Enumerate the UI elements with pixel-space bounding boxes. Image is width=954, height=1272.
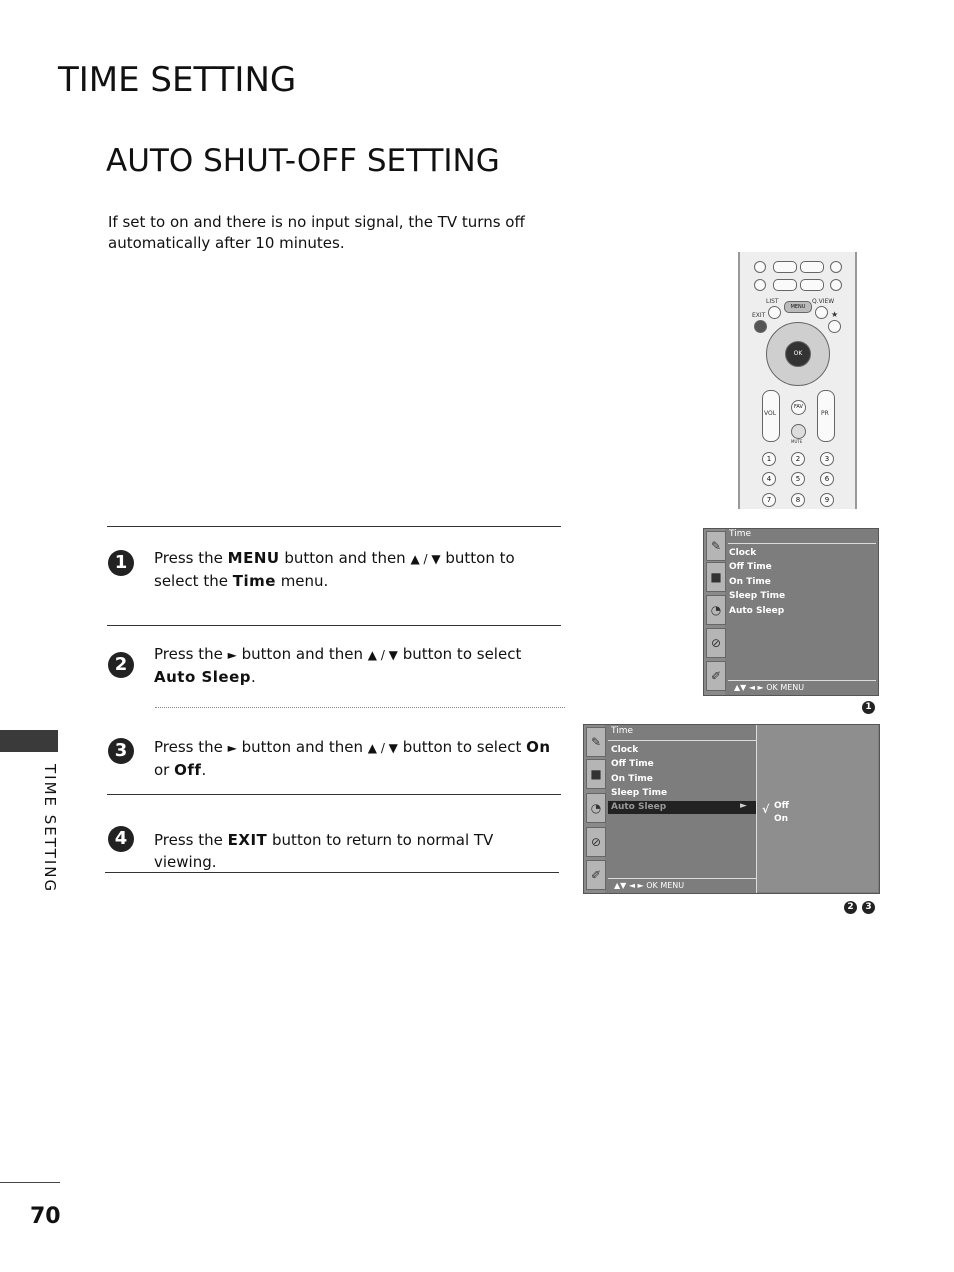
settings-icon: ✐ bbox=[706, 661, 726, 691]
osd-title: Time bbox=[611, 726, 634, 736]
osd-time-menu-2 bbox=[583, 724, 880, 894]
osd-item: Sleep Time bbox=[611, 788, 668, 798]
digit-button: 3 bbox=[820, 452, 834, 466]
section-title: AUTO SHUT-OFF SETTING bbox=[106, 143, 500, 179]
sidebar-tab bbox=[0, 730, 58, 752]
osd-title-rule bbox=[608, 740, 756, 741]
skip-forward-button bbox=[830, 279, 842, 291]
digit-button: 8 bbox=[791, 493, 805, 507]
step-number: 2 bbox=[108, 652, 134, 678]
step-2-text: Press the ► button and then ▲ / ▼ button to select Auto Sleep. bbox=[154, 645, 522, 686]
skip-back-button bbox=[754, 279, 766, 291]
osd-item: Auto Sleep bbox=[729, 606, 785, 616]
star-button bbox=[828, 320, 841, 333]
page-title: TIME SETTING bbox=[58, 60, 297, 100]
page-number: 70 bbox=[30, 1204, 61, 1229]
osd-footer-hint: ▲▼ ◄ ► OK MENU bbox=[734, 683, 805, 692]
footer-rule bbox=[0, 1182, 60, 1183]
lock-icon: ⊘ bbox=[586, 827, 606, 857]
menu-button: MENU bbox=[784, 301, 812, 313]
osd-footer-rule bbox=[608, 878, 756, 879]
pr-label: PR bbox=[821, 410, 829, 417]
digit-button: 4 bbox=[762, 472, 776, 486]
osd-item: Clock bbox=[729, 548, 757, 558]
qview-button bbox=[815, 306, 828, 319]
dotted-divider bbox=[155, 707, 565, 708]
osd-step-badge: 3 bbox=[862, 901, 875, 914]
osd-footer-hint: ▲▼ ◄ ► OK MENU bbox=[614, 881, 685, 890]
digit-button: 7 bbox=[762, 493, 776, 507]
step-4-text: Press the EXIT button to return to normal TV viewing. bbox=[154, 831, 494, 871]
osd-time-menu-1 bbox=[703, 528, 879, 696]
mute-label: MUTE bbox=[791, 439, 803, 444]
osd-selected-row bbox=[608, 801, 756, 814]
mute-button bbox=[791, 424, 806, 439]
fast-forward-button bbox=[800, 279, 824, 291]
ok-button: OK bbox=[785, 341, 811, 367]
osd-option: Off bbox=[774, 801, 789, 811]
exit-label: EXIT bbox=[752, 312, 766, 319]
digit-button: 2 bbox=[791, 452, 805, 466]
stop-button bbox=[754, 261, 766, 273]
osd-item: Sleep Time bbox=[729, 591, 786, 601]
remote-control-illustration bbox=[738, 252, 857, 509]
osd-step-badge: 2 bbox=[844, 901, 857, 914]
fav-button: FAV bbox=[791, 400, 806, 415]
submenu-arrow-icon: ► bbox=[740, 801, 747, 811]
rewind-button bbox=[773, 279, 797, 291]
intro-paragraph: If set to on and there is no input signal, the TV turns off automatically after 10 minutes. bbox=[108, 213, 525, 252]
list-button bbox=[768, 306, 781, 319]
osd-item-selected: Auto Sleep bbox=[611, 802, 667, 812]
step-3-text: Press the ► button and then ▲ / ▼ button to select On or Off. bbox=[154, 738, 551, 779]
osd-item: On Time bbox=[729, 577, 771, 587]
pause-button bbox=[800, 261, 824, 273]
osd-footer-rule bbox=[728, 680, 876, 681]
osd-title-rule bbox=[728, 543, 876, 544]
step-number: 3 bbox=[108, 738, 134, 764]
digit-button: 9 bbox=[820, 493, 834, 507]
osd-item: Clock bbox=[611, 745, 639, 755]
osd-item: On Time bbox=[611, 774, 653, 784]
step-number: 4 bbox=[108, 826, 134, 852]
digit-button: 6 bbox=[820, 472, 834, 486]
play-button bbox=[773, 261, 797, 273]
step-number: 1 bbox=[108, 550, 134, 576]
star-icon: ★ bbox=[831, 310, 839, 319]
screen-icon: ■ bbox=[706, 562, 726, 592]
clock-icon: ◔ bbox=[586, 793, 606, 823]
osd-option: On bbox=[774, 814, 789, 824]
clock-icon: ◔ bbox=[706, 595, 726, 625]
osd-step-badge: 1 bbox=[862, 701, 875, 714]
step-1-text: Press the MENU button and then ▲ / ▼ button to select the Time menu. bbox=[154, 549, 515, 590]
osd-icon-column bbox=[584, 725, 605, 893]
satellite-dish-icon: ✎ bbox=[706, 531, 726, 561]
vol-label: VOL bbox=[764, 410, 777, 417]
settings-icon: ✐ bbox=[586, 860, 606, 890]
step-divider bbox=[107, 526, 561, 527]
record-button bbox=[830, 261, 842, 273]
satellite-dish-icon: ✎ bbox=[586, 727, 606, 757]
lock-icon: ⊘ bbox=[706, 628, 726, 658]
check-icon: √ bbox=[762, 803, 770, 816]
digit-button: 1 bbox=[762, 452, 776, 466]
osd-item: Off Time bbox=[729, 562, 772, 572]
step-divider bbox=[107, 794, 561, 795]
osd-item: Off Time bbox=[611, 759, 654, 769]
digit-button: 5 bbox=[791, 472, 805, 486]
exit-button bbox=[754, 320, 767, 333]
osd-icon-column bbox=[704, 529, 725, 695]
step-divider bbox=[107, 625, 561, 626]
qview-label: Q.VIEW bbox=[812, 298, 835, 305]
sidebar-label: TIME SETTING bbox=[41, 764, 59, 894]
osd-title: Time bbox=[729, 529, 752, 539]
screen-icon: ■ bbox=[586, 759, 606, 789]
list-label: LIST bbox=[766, 298, 779, 305]
